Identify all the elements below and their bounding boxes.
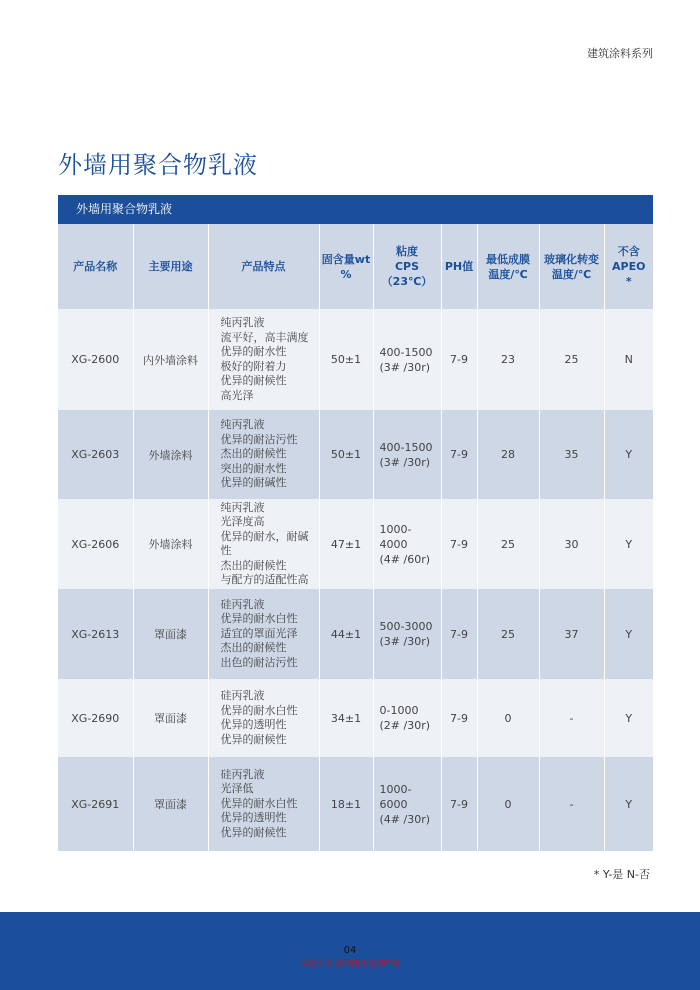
feature-line: 优异的耐水白性: [220, 612, 298, 626]
viscosity-line: (4# /30r): [379, 812, 431, 826]
cell-features: [208, 410, 319, 499]
feature-line: 极好的附着力: [220, 359, 287, 373]
feature-line: 杰出的耐候性: [220, 641, 287, 655]
table-row: [58, 679, 653, 757]
viscosity-line: 1000-4000: [379, 522, 412, 551]
header-solid-content: [319, 224, 373, 309]
cell-solid-content: 50±1: [319, 410, 373, 499]
cell-tg: 37: [539, 589, 604, 679]
viscosity-line: (2# /30r): [379, 719, 431, 732]
cell-ph: 7-9: [441, 309, 477, 410]
table-row: [58, 757, 653, 851]
cell-apeo-free: Y: [604, 410, 653, 499]
feature-line: 纯丙乳液: [220, 500, 265, 514]
product-spec-table: [58, 224, 653, 851]
feature-line: 优异的耐候性: [220, 732, 287, 746]
cell-ph: 7-9: [441, 410, 477, 499]
cell-apeo-free: Y: [604, 757, 653, 851]
header-mfft: [477, 224, 539, 309]
feature-line: 优异的耐水，耐碱性: [220, 529, 309, 557]
cell-tg: -: [539, 757, 604, 851]
header-line: （23℃）: [381, 275, 433, 288]
feature-line: 纯丙乳液: [220, 418, 265, 432]
feature-line: 高光泽: [220, 388, 254, 402]
header-line: *: [625, 275, 632, 288]
viscosity-line: 0-1000: [379, 704, 419, 717]
header-line: 产品特点: [241, 260, 286, 273]
viscosity-line: (4# /60r): [379, 552, 431, 566]
cell-mfft: 28: [477, 410, 539, 499]
viscosity-line: 400-1500: [379, 345, 433, 359]
feature-line: 优异的耐沾污性: [220, 432, 298, 446]
table-row: [58, 589, 653, 679]
cell-solid-content: 18±1: [319, 757, 373, 851]
feature-line: 优异的耐候性: [220, 825, 287, 839]
header-features: [208, 224, 319, 309]
feature-line: 突出的耐水性: [220, 461, 287, 475]
cell-solid-content: 44±1: [319, 589, 373, 679]
viscosity-line: (3# /30r): [379, 455, 431, 469]
header-line: PH值: [444, 260, 474, 273]
cell-ph: 7-9: [441, 589, 477, 679]
cell-ph: 7-9: [441, 757, 477, 851]
cell-tg: 35: [539, 410, 604, 499]
feature-line: 优异的耐碱性: [220, 476, 287, 490]
feature-line: 光泽度高: [220, 515, 265, 528]
cell-tg: 25: [539, 309, 604, 410]
feature-line: 出色的耐沾污性: [220, 655, 298, 669]
cell-main-use: 罩面漆: [133, 679, 208, 757]
feature-line: 硅丙乳液: [220, 767, 265, 781]
feature-line: 优异的耐水白性: [220, 703, 298, 717]
cell-mfft: 0: [477, 757, 539, 851]
footnote: * Y-是 N-否: [593, 868, 650, 881]
cell-product-name: XG-2603: [58, 410, 133, 499]
cell-solid-content: 47±1: [319, 499, 373, 589]
feature-line: 流平好，高丰满度: [220, 330, 309, 344]
viscosity-line: 400-1500: [379, 440, 433, 454]
cell-features: [208, 589, 319, 679]
cell-main-use: 外墙涂料: [133, 499, 208, 589]
viscosity-line: 500-3000: [379, 620, 433, 633]
cell-apeo-free: N: [604, 309, 653, 410]
header-viscosity: [373, 224, 441, 309]
viscosity-line: (3# /30r): [379, 635, 431, 648]
header-line: CPS: [394, 260, 420, 273]
feature-line: 优异的耐候性: [220, 374, 287, 387]
cell-apeo-free: Y: [604, 589, 653, 679]
header-line: 温度/℃: [488, 267, 528, 281]
feature-line: 与配方的适配性高: [220, 573, 309, 586]
page-title: 外墙用聚合物乳液: [58, 151, 258, 179]
table-body: [58, 309, 653, 851]
cell-mfft: 23: [477, 309, 539, 410]
header-line: 最低成膜: [486, 252, 530, 266]
feature-line: 硅丙乳液: [220, 689, 265, 702]
feature-line: 优异的透明性: [220, 718, 287, 731]
header-line: 主要用途: [148, 260, 193, 273]
table-row: [58, 499, 653, 589]
series-label: 建筑涂料系列: [587, 47, 653, 60]
viscosity-line: (3# /30r): [379, 360, 431, 374]
cell-viscosity: [373, 679, 441, 757]
cell-main-use: 罩面漆: [133, 757, 208, 851]
cell-product-name: XG-2600: [58, 309, 133, 410]
header-line: 固含量wt: [321, 252, 371, 266]
feature-line: 纯丙乳液: [220, 316, 265, 329]
cell-main-use: 罩面漆: [133, 589, 208, 679]
feature-line: 优异的透明性: [220, 811, 287, 825]
cell-mfft: 25: [477, 499, 539, 589]
table-header-row: [58, 224, 653, 309]
feature-line: 杰出的耐候性: [220, 558, 287, 572]
header-apeo-free: [604, 224, 653, 309]
page-number: 04: [343, 945, 357, 956]
cell-viscosity: [373, 589, 441, 679]
cell-viscosity: [373, 309, 441, 410]
cell-product-name: XG-2606: [58, 499, 133, 589]
header-ph: [441, 224, 477, 309]
footer-note: 版权所有 请勿随意复制转载: [300, 959, 400, 968]
feature-line: 杰出的耐候性: [220, 447, 287, 461]
header-line: APEO: [612, 260, 646, 273]
cell-features: [208, 309, 319, 410]
cell-tg: 30: [539, 499, 604, 589]
cell-features: [208, 757, 319, 851]
table-caption: 外墙用聚合物乳液: [58, 195, 653, 224]
header-line: 温度/℃: [551, 267, 592, 281]
cell-mfft: 25: [477, 589, 539, 679]
cell-tg: -: [539, 679, 604, 757]
cell-features: [208, 679, 319, 757]
header-line: %: [340, 267, 352, 281]
cell-apeo-free: Y: [604, 679, 653, 757]
header-line: 粘度: [396, 245, 418, 258]
header-main-use: [133, 224, 208, 309]
cell-solid-content: 34±1: [319, 679, 373, 757]
table-row: [58, 410, 653, 499]
header-line: 不含: [617, 245, 640, 258]
feature-line: 硅丙乳液: [220, 597, 265, 611]
cell-mfft: 0: [477, 679, 539, 757]
cell-apeo-free: Y: [604, 499, 653, 589]
header-line: 玻璃化转变: [544, 252, 599, 266]
cell-product-name: XG-2691: [58, 757, 133, 851]
cell-ph: 7-9: [441, 679, 477, 757]
viscosity-line: 1000-6000: [379, 782, 412, 811]
feature-line: 优异的耐水性: [220, 345, 287, 358]
cell-main-use: 外墙涂料: [133, 410, 208, 499]
header-line: 产品名称: [73, 260, 118, 273]
cell-viscosity: [373, 499, 441, 589]
cell-main-use: 内外墙涂料: [133, 309, 208, 410]
feature-line: 光泽低: [220, 782, 254, 796]
cell-features: [208, 499, 319, 589]
cell-ph: 7-9: [441, 499, 477, 589]
header-tg: [539, 224, 604, 309]
cell-viscosity: [373, 757, 441, 851]
header-product-name: [58, 224, 133, 309]
product-table: [58, 195, 653, 851]
cell-product-name: XG-2690: [58, 679, 133, 757]
cell-solid-content: 50±1: [319, 309, 373, 410]
feature-line: 适宜的罩面光泽: [220, 626, 298, 640]
cell-product-name: XG-2613: [58, 589, 133, 679]
table-row: [58, 309, 653, 410]
feature-line: 优异的耐水白性: [220, 796, 298, 810]
cell-viscosity: [373, 410, 441, 499]
